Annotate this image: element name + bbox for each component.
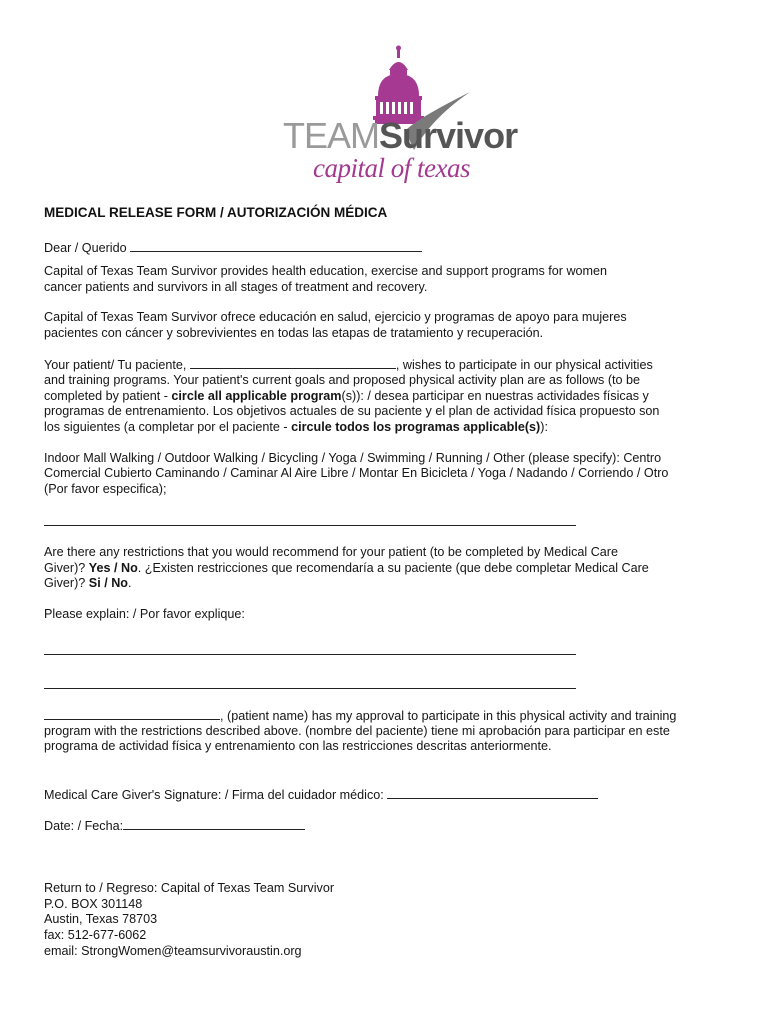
return-fax: fax: 512-677-6062: [44, 928, 147, 942]
explain-field-line-2[interactable]: [44, 688, 576, 689]
approval-patient-name-field[interactable]: [44, 708, 220, 720]
return-email[interactable]: email: StrongWomen@teamsurvivoraustin.org: [44, 944, 302, 958]
approval-line-2: program with the restrictions described above. (nombre del paciente) tiene mi aprobación para participar en este: [44, 724, 670, 738]
date-field[interactable]: [123, 818, 305, 830]
logo-word-team: TEAM: [283, 115, 380, 156]
return-line-2: P.O. BOX 301148: [44, 897, 143, 911]
approval-line-3: programa de actividad física y entrenamiento con las restricciones descritas anteriormente.: [44, 739, 552, 753]
si-no-options[interactable]: Si / No: [88, 576, 128, 590]
patient-line-4: programas de entrenamiento. Los objetivos actuales de su paciente y el plan de actividad física propuesto son: [44, 404, 660, 418]
yes-no-options[interactable]: Yes / No: [88, 561, 138, 575]
patient-line-3-a: completed by patient -: [44, 389, 172, 403]
logo-word-survivor: Survivor: [379, 115, 518, 156]
signature-line: [44, 787, 598, 804]
restrictions-line-3: [44, 576, 131, 592]
activities-line-2[interactable]: Comercial Cubierto Caminando / Caminar Al Aire Libre / Montar En Bicicleta / Yoga / Nadando / Corriendo / Otro: [44, 466, 669, 480]
intro-en-line-1: Capital of Texas Team Survivor provides health education, exercise and support programs for women: [44, 264, 608, 278]
patient-wishes-text: , wishes to participate in our physical activities: [395, 358, 653, 372]
activities-line-1[interactable]: Indoor Mall Walking / Outdoor Walking / Bicycling / Yoga / Swimming / Running / Other (please specify): Centro: [44, 451, 662, 465]
patient-line-2: and training programs. Your patient's current goals and proposed physical activity plan are as follows (to be: [44, 373, 641, 387]
restrictions-line-2: [44, 561, 649, 577]
approval-text-1: , (patient name) has my approval to participate in this physical activity and training: [220, 709, 677, 723]
intro-es-line-1: Capital of Texas Team Survivor ofrece educación en salud, ejercicio y programas de apoyo para mujeres: [44, 310, 627, 324]
circule-programas-instruction: circule todos los programas applicable(s): [291, 420, 541, 434]
approval-line-1: [44, 708, 676, 725]
intro-en-line-2: cancer patients and survivors in all stages of treatment and recovery.: [44, 280, 428, 294]
patient-line-3: [44, 389, 649, 405]
date-line: [44, 818, 305, 835]
patient-line-5-b: ):: [540, 420, 548, 434]
form-title: MEDICAL RELEASE FORM / AUTORIZACIÓN MÉDICA: [44, 205, 388, 220]
restrictions-line-3-a: Giver)?: [44, 576, 89, 590]
logo-wordmark: [283, 116, 517, 156]
dear-line: [44, 240, 422, 257]
restrictions-line-3-b: .: [127, 576, 132, 590]
explain-field-line-1[interactable]: [44, 654, 576, 655]
patient-line-5-a: los siguientes (a completar por el paciente -: [44, 420, 292, 434]
activities-line-3: (Por favor especifica);: [44, 482, 167, 496]
dear-name-field[interactable]: [130, 240, 422, 252]
restrictions-line-2-a: Giver)?: [44, 561, 89, 575]
patient-line-5: [44, 420, 548, 436]
circle-program-instruction: circle all applicable program: [171, 389, 342, 403]
logo-tagline: capital of texas: [313, 153, 470, 183]
other-activity-field[interactable]: [44, 525, 576, 526]
signature-label: Medical Care Giver's Signature: / Firma del cuidador médico:: [44, 788, 384, 802]
signature-field[interactable]: [387, 787, 598, 799]
patient-label: Your patient/ Tu paciente,: [44, 358, 187, 372]
restrictions-line-1: Are there any restrictions that you would recommend for your patient (to be completed by Medical Care: [44, 545, 618, 559]
patient-line-3-b: (s)): / desea participar en nuestras actividades físicas y: [341, 389, 649, 403]
return-line-1: Return to / Regreso: Capital of Texas Team Survivor: [44, 881, 335, 895]
date-label: Date: / Fecha:: [44, 819, 124, 833]
restrictions-line-2-b: . ¿Existen restricciones que recomendaría a su paciente (que debe completar Medical Care: [137, 561, 649, 575]
dear-label: Dear / Querido: [44, 241, 127, 255]
patient-name-field[interactable]: [190, 357, 396, 369]
explain-label: Please explain: / Por favor explique:: [44, 607, 245, 621]
patient-line-1: [44, 357, 653, 374]
return-line-3: Austin, Texas 78703: [44, 912, 158, 926]
intro-es-line-2: pacientes con cáncer y sobrevivientes en todas las etapas de tratamiento y recuperación.: [44, 326, 544, 340]
